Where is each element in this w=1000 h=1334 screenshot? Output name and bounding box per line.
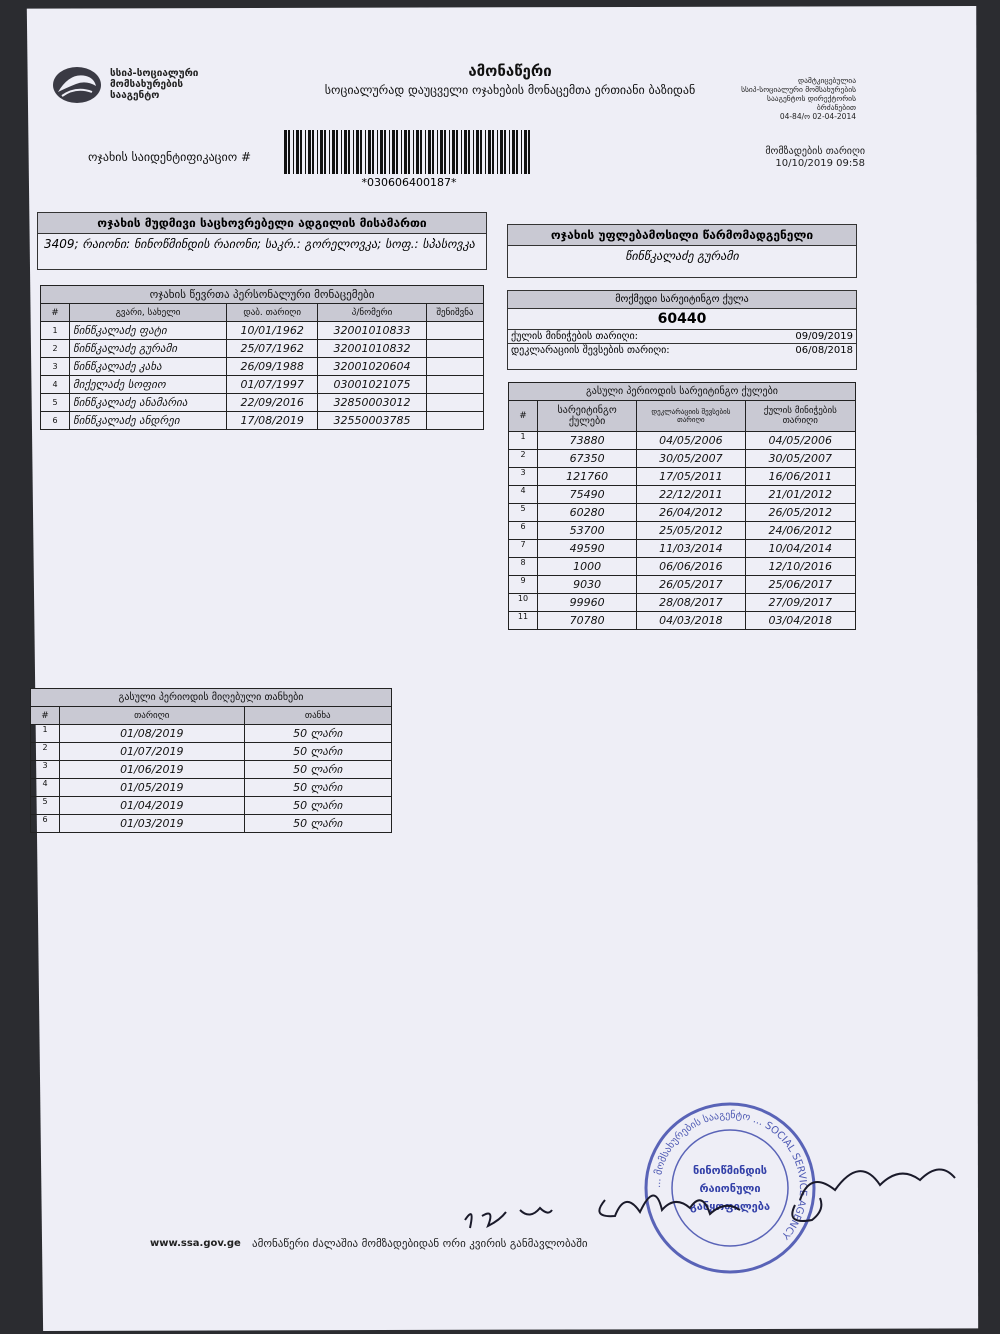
family-id-label: ოჯახის საიდენტიფიკაციო # <box>88 150 252 164</box>
payment-amount: 50 ლარი <box>244 761 391 779</box>
member-name: წინწკალაძე გურამი <box>70 340 227 358</box>
member-dob: 10/01/1962 <box>227 322 318 340</box>
member-name: წინწკალაძე ფატი <box>70 322 227 340</box>
member-name: წინწკალაძე ანამარია <box>70 394 227 412</box>
payment-date: 01/03/2019 <box>60 815 245 833</box>
declaration-date: 26/05/2017 <box>637 576 745 594</box>
address-header: ოჯახის მუდმივი საცხოვრებელი ადგილის მისამართი <box>38 213 486 234</box>
col-personal-id: პ/ნომერი <box>318 304 427 322</box>
members-table <box>40 285 484 430</box>
row-number: 6 <box>41 412 70 430</box>
score-assign-row: ქულის მინიჭების თარიღი: 09/09/2019 <box>508 330 856 344</box>
table-row <box>509 450 856 468</box>
current-score-header: მოქმედი სარეიტინგო ქულა <box>508 291 856 309</box>
score-value: 1000 <box>538 558 637 576</box>
col-declaration-date: დეკლარაციის შევსების თარიღი <box>637 401 745 432</box>
table-row <box>509 522 856 540</box>
row-number: 2 <box>509 450 538 468</box>
representative-header: ოჯახის უფლებამოსილი წარმომადგენელი <box>508 225 856 246</box>
member-personal-id: 32001020604 <box>318 358 427 376</box>
table-row <box>509 432 856 450</box>
table-row <box>41 358 484 376</box>
payment-amount: 50 ლარი <box>244 797 391 815</box>
document-subtitle: სოციალურად დაუცველი ოჯახების მონაცემთა ერთიანი ბაზიდან <box>324 83 696 97</box>
row-number: 6 <box>509 522 538 540</box>
approval-note: დამტკიცებულია სსიპ-სოციალური მომსახურების სააგენტოს დირექტორის ბრძანებით 04-84/ო 02-04-2014 <box>741 76 856 121</box>
table-row <box>509 612 856 630</box>
handwritten-signature <box>440 1150 960 1240</box>
row-number: 5 <box>31 797 60 815</box>
assign-date: 27/09/2017 <box>745 594 855 612</box>
col-name: გვარი, სახელი <box>70 304 227 322</box>
score-value: 9030 <box>538 576 637 594</box>
row-number: 3 <box>41 358 70 376</box>
table-row <box>31 761 392 779</box>
declaration-date: 22/12/2011 <box>637 486 745 504</box>
assign-date: 24/06/2012 <box>745 522 855 540</box>
assign-date: 12/10/2016 <box>745 558 855 576</box>
table-row <box>31 815 392 833</box>
table-row <box>31 743 392 761</box>
score-value: 121760 <box>538 468 637 486</box>
score-value: 75490 <box>538 486 637 504</box>
row-number: 5 <box>509 504 538 522</box>
score-value: 53700 <box>538 522 637 540</box>
col-assign-date: ქულის მინიჭების თარიღი <box>745 401 855 432</box>
table-row <box>41 412 484 430</box>
payment-amount: 50 ლარი <box>244 779 391 797</box>
assign-date: 26/05/2012 <box>745 504 855 522</box>
member-dob: 01/07/1997 <box>227 376 318 394</box>
table-row <box>41 340 484 358</box>
current-score-value: 60440 <box>508 309 856 330</box>
member-personal-id: 32550003785 <box>318 412 427 430</box>
member-note <box>426 322 483 340</box>
row-number: 2 <box>41 340 70 358</box>
payment-date: 01/08/2019 <box>60 725 245 743</box>
row-number: 6 <box>31 815 60 833</box>
member-note <box>426 376 483 394</box>
past-scores-title: გასული პერიოდის სარეიტინგო ქულები <box>509 383 856 401</box>
row-number: 4 <box>509 486 538 504</box>
declaration-date: 06/06/2016 <box>637 558 745 576</box>
row-number: 7 <box>509 540 538 558</box>
assign-date: 03/04/2018 <box>745 612 855 630</box>
payment-date: 01/07/2019 <box>60 743 245 761</box>
member-note <box>426 340 483 358</box>
col-dob: დაბ. თარიღი <box>227 304 318 322</box>
member-dob: 25/07/1962 <box>227 340 318 358</box>
declaration-date: 25/05/2012 <box>637 522 745 540</box>
current-score-box <box>507 290 857 370</box>
table-row <box>31 779 392 797</box>
table-row <box>509 468 856 486</box>
row-number: 10 <box>509 594 538 612</box>
table-row <box>31 797 392 815</box>
footer-url: www.ssa.gov.ge <box>150 1238 241 1249</box>
address-value: 3409; რაიონი: ნინოწმინდის რაიონი; საკრ.: გორელოვკა; სოფ.: სპასოვკა <box>44 237 475 251</box>
member-note <box>426 358 483 376</box>
row-number: 1 <box>509 432 538 450</box>
score-value: 67350 <box>538 450 637 468</box>
member-dob: 17/08/2019 <box>227 412 318 430</box>
member-note <box>426 412 483 430</box>
col-date: თარიღი <box>60 707 245 725</box>
document-title: ამონაწერი <box>468 62 552 80</box>
table-row <box>509 594 856 612</box>
representative-box <box>507 224 857 278</box>
member-note <box>426 394 483 412</box>
svg-text:განყოფილება: განყოფილება <box>689 1200 771 1213</box>
table-row <box>509 558 856 576</box>
assign-date: 16/06/2011 <box>745 468 855 486</box>
members-title: ოჯახის წევრთა პერსონალური მონაცემები <box>41 286 484 304</box>
document-title-block <box>250 62 770 97</box>
barcode <box>284 130 534 174</box>
table-row <box>509 540 856 558</box>
col-number: # <box>509 401 538 432</box>
svg-text:... მომსახურების სააგენტო ...: ... მომსახურების სააგენტო ... SOCIAL SERVICE AGENCY <box>651 1109 809 1241</box>
row-number: 11 <box>509 612 538 630</box>
member-name: წინწკალაძე კახა <box>70 358 227 376</box>
member-personal-id: 32001010833 <box>318 322 427 340</box>
address-box <box>37 212 487 270</box>
payment-amount: 50 ლარი <box>244 743 391 761</box>
declaration-date: 26/04/2012 <box>637 504 745 522</box>
footer-note: ამონაწერი ძალაშია მომზადებიდან ორი კვირის განმავლობაში <box>252 1237 588 1250</box>
payment-amount: 50 ლარი <box>244 815 391 833</box>
declaration-date: 17/05/2011 <box>637 468 745 486</box>
table-row <box>41 394 484 412</box>
row-number: 1 <box>41 322 70 340</box>
row-number: 9 <box>509 576 538 594</box>
assign-date: 04/05/2006 <box>745 432 855 450</box>
assign-date: 10/04/2014 <box>745 540 855 558</box>
declaration-date: 11/03/2014 <box>637 540 745 558</box>
table-row <box>509 576 856 594</box>
score-value: 70780 <box>538 612 637 630</box>
svg-text:ნინოწმინდის: ნინოწმინდის <box>692 1164 768 1177</box>
assign-date: 25/06/2017 <box>745 576 855 594</box>
col-score: სარეიტინგო ქულები <box>538 401 637 432</box>
row-number: 1 <box>31 725 60 743</box>
row-number: 2 <box>31 743 60 761</box>
document-page <box>22 6 982 1331</box>
row-number: 4 <box>41 376 70 394</box>
past-scores-table <box>508 382 856 630</box>
member-dob: 22/09/2016 <box>227 394 318 412</box>
declaration-row: დეკლარაციის შევსების თარიღი: 06/08/2018 <box>511 345 853 356</box>
barcode-number: *030606400187* <box>361 176 457 189</box>
row-number: 3 <box>31 761 60 779</box>
table-row <box>41 376 484 394</box>
payment-date: 01/04/2019 <box>60 797 245 815</box>
payments-table <box>30 688 392 833</box>
score-value: 49590 <box>538 540 637 558</box>
member-personal-id: 32850003012 <box>318 394 427 412</box>
assign-date: 21/01/2012 <box>745 486 855 504</box>
payment-amount: 50 ლარი <box>244 725 391 743</box>
agency-name: სსიპ-სოციალური მომსახურების სააგენტო <box>110 68 199 101</box>
score-value: 73880 <box>538 432 637 450</box>
payment-date: 01/06/2019 <box>60 761 245 779</box>
row-number: 8 <box>509 558 538 576</box>
table-row <box>31 725 392 743</box>
preparation-date: მომზადების თარიღი 10/10/2019 09:58 <box>765 146 865 169</box>
declaration-date: 04/03/2018 <box>637 612 745 630</box>
table-row <box>509 504 856 522</box>
member-name: წინწკალაძე ანდრეი <box>70 412 227 430</box>
col-amount: თანხა <box>244 707 391 725</box>
table-row <box>509 486 856 504</box>
member-personal-id: 03001021075 <box>318 376 427 394</box>
member-dob: 26/09/1988 <box>227 358 318 376</box>
payment-date: 01/05/2019 <box>60 779 245 797</box>
member-personal-id: 32001010832 <box>318 340 427 358</box>
declaration-date: 04/05/2006 <box>637 432 745 450</box>
col-number: # <box>41 304 70 322</box>
score-value: 60280 <box>538 504 637 522</box>
representative-value: წინწკალაძე გურამი <box>625 249 739 263</box>
member-name: მიქელაძე სოფიო <box>70 376 227 394</box>
row-number: 4 <box>31 779 60 797</box>
col-note: შენიშვნა <box>426 304 483 322</box>
row-number: 3 <box>509 468 538 486</box>
declaration-date: 28/08/2017 <box>637 594 745 612</box>
table-row <box>41 322 484 340</box>
row-number: 5 <box>41 394 70 412</box>
agency-logo <box>52 66 102 104</box>
declaration-date: 30/05/2007 <box>637 450 745 468</box>
payments-title: გასული პერიოდის მიღებული თანხები <box>31 689 392 707</box>
col-number: # <box>31 707 60 725</box>
svg-text:რაიონული: რაიონული <box>699 1182 761 1195</box>
score-value: 99960 <box>538 594 637 612</box>
assign-date: 30/05/2007 <box>745 450 855 468</box>
